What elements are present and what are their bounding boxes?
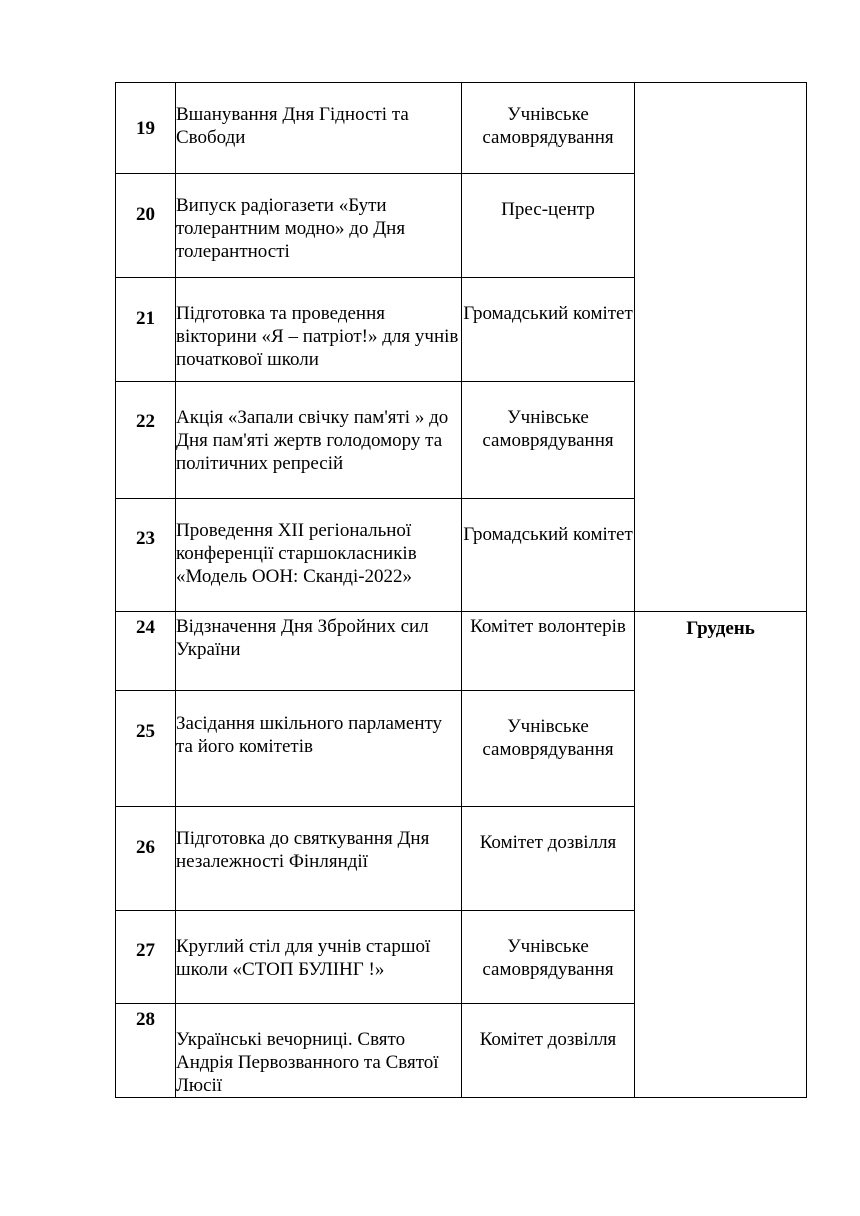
event-description: Українські вечорниці. Свято Андрія Первозванного та Святої Люсії: [176, 1004, 462, 1098]
responsible-party: Учнівське самоврядування: [462, 911, 635, 1004]
event-description: Випуск радіогазети «Бути толерантним модно» до Дня толерантності: [176, 174, 462, 278]
row-number: 19: [116, 83, 176, 174]
row-number: 20: [116, 174, 176, 278]
events-table: [115, 82, 807, 1098]
event-description: Відзначення Дня Збройних сил України: [176, 612, 462, 691]
event-description: Проведення XII регіональної конференції старшокласників «Модель ООН: Сканді-2022»: [176, 499, 462, 612]
month-cell-november: [635, 83, 807, 612]
event-description: Підготовка до святкування Дня незалежності Фінляндії: [176, 807, 462, 911]
responsible-party: Учнівське самоврядування: [462, 691, 635, 807]
table-row: [116, 612, 807, 691]
responsible-party: Громадський комітет: [462, 499, 635, 612]
responsible-party: Громадський комітет: [462, 278, 635, 382]
row-number: 27: [116, 911, 176, 1004]
month-label-december: Грудень: [635, 612, 807, 1098]
row-number: 23: [116, 499, 176, 612]
event-description: Акція «Запали свічку пам'яті » до Дня пам'яті жертв голодомору та політичних репресій: [176, 382, 462, 499]
event-description: Підготовка та проведення вікторини «Я – патріот!» для учнів початкової школи: [176, 278, 462, 382]
row-number: 28: [116, 1004, 176, 1098]
event-description: Круглий стіл для учнів старшої школи «СТОП БУЛІНГ !»: [176, 911, 462, 1004]
event-description: Вшанування Дня Гідності та Свободи: [176, 83, 462, 174]
event-description: Засідання шкільного парламенту та його комітетів: [176, 691, 462, 807]
responsible-party: Учнівське самоврядування: [462, 83, 635, 174]
row-number: 24: [116, 612, 176, 691]
row-number: 22: [116, 382, 176, 499]
responsible-party: Учнівське самоврядування: [462, 382, 635, 499]
table-row: [116, 83, 807, 174]
responsible-party: Прес-центр: [462, 174, 635, 278]
responsible-party: Комітет волонтерів: [462, 612, 635, 691]
row-number: 25: [116, 691, 176, 807]
responsible-party: Комітет дозвілля: [462, 1004, 635, 1098]
responsible-party: Комітет дозвілля: [462, 807, 635, 911]
row-number: 26: [116, 807, 176, 911]
row-number: 21: [116, 278, 176, 382]
